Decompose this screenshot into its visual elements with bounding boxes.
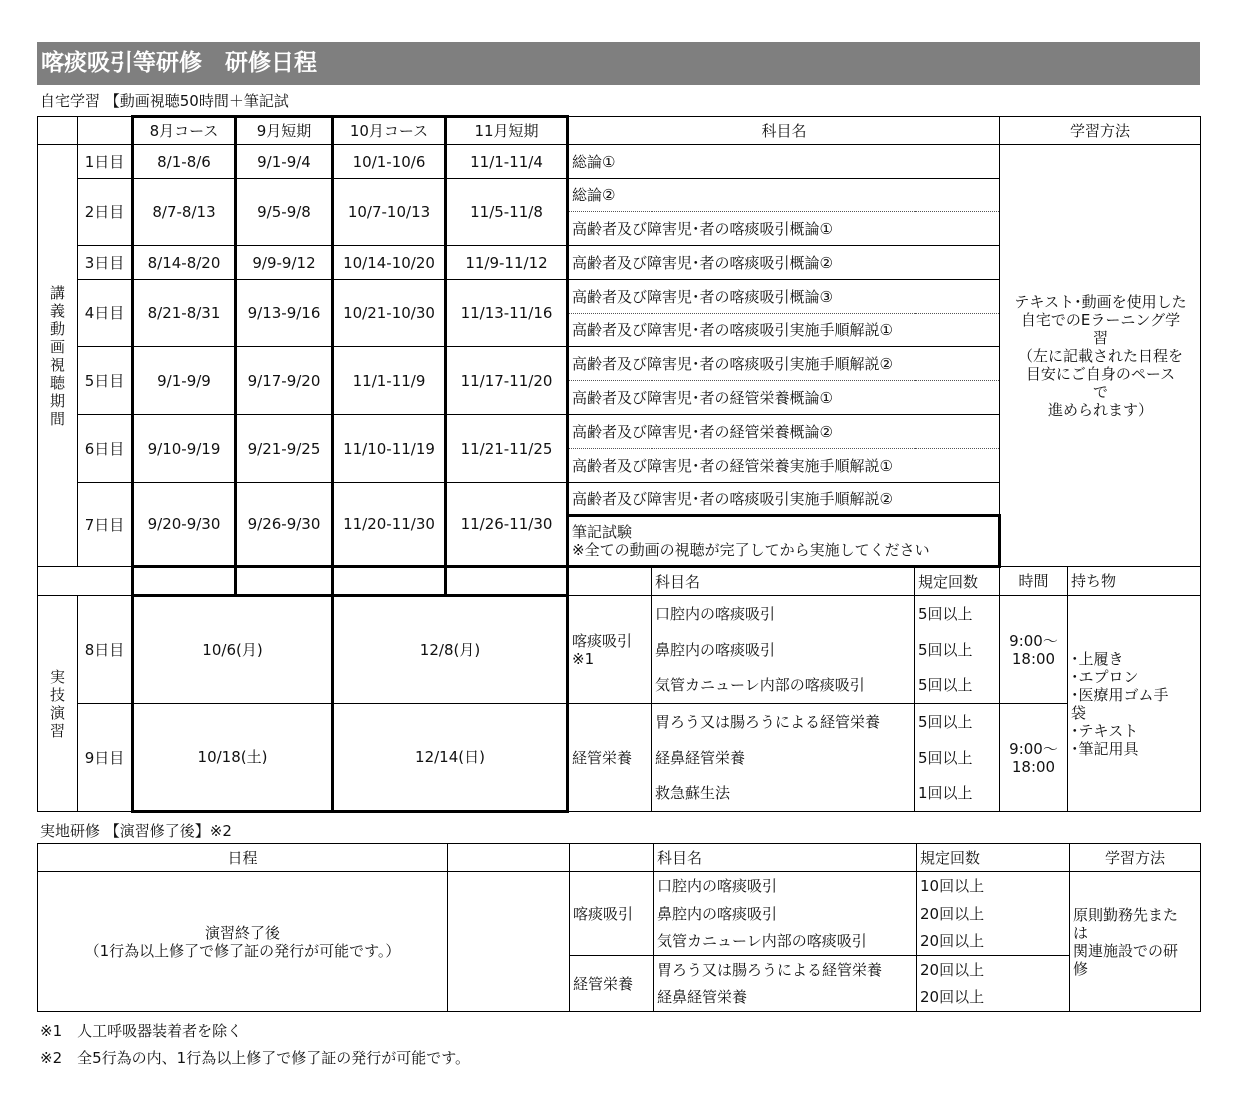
field-count: 20回以上 — [917, 984, 1070, 1012]
field-subject: 鼻腔内の喀痰吸引 — [654, 900, 917, 928]
day-label: 7日目 — [78, 483, 133, 567]
practice-subject-header: 科目名 — [652, 567, 915, 596]
field-subject: 気管カニューレ内部の喀痰吸引 — [654, 928, 917, 956]
date-cell: 11/21-11/25 — [446, 415, 568, 483]
practice-items-header: 持ち物 — [1068, 567, 1201, 596]
date-cell: 9/1-9/9 — [133, 347, 236, 415]
date-cell: 11/10-11/19 — [333, 415, 446, 483]
field-count: 10回以上 — [917, 872, 1070, 900]
course-header-aug: 8月コース — [133, 117, 236, 145]
course-header-oct: 10月コース — [333, 117, 446, 145]
subject-cell: 高齢者及び障害児･者の喀痰吸引概論② — [568, 246, 1000, 280]
date-cell: 9/21-9/25 — [236, 415, 333, 483]
exam-note: ※全ての動画の視聴が完了してから実施してください — [572, 541, 930, 559]
date-cell: 11/17-11/20 — [446, 347, 568, 415]
subject-cell: 総論① — [568, 145, 1000, 179]
home-study-label: 自宅学習 【動画視聴50時間＋筆記試 — [40, 92, 289, 110]
field-group-suction: 喀痰吸引 — [570, 872, 654, 956]
date-cell: 8/7-8/13 — [133, 179, 236, 246]
subject-cell: 高齢者及び障害児･者の経管栄養概論① — [568, 381, 1000, 415]
page-title: 喀痰吸引等研修 研修日程 — [37, 42, 1200, 85]
day-label: 4日目 — [78, 280, 133, 347]
field-method-cell: 原則勤務先また は 関連施設での研 修 — [1070, 872, 1201, 1012]
day-label: 8日目 — [78, 596, 133, 704]
field-method-header: 学習方法 — [1070, 844, 1201, 872]
day-label: 6日目 — [78, 415, 133, 483]
date-cell: 8/14-8/20 — [133, 246, 236, 280]
practice-date-b: 12/14(日) — [333, 704, 568, 812]
field-subject: 口腔内の喀痰吸引 — [654, 872, 917, 900]
practice-time: 9:00～ 18:00 — [1000, 704, 1068, 812]
practice-count-header: 規定回数 — [915, 567, 1000, 596]
practice-count: 5回以上 — [915, 596, 1000, 632]
exam-cell — [568, 516, 1000, 567]
practice-subject: 救急蘇生法 — [652, 776, 915, 812]
subject-cell: 高齢者及び障害児･者の喀痰吸引概論③ — [568, 280, 1000, 314]
practice-items: ･上履き ･エプロン ･医療用ゴム手 袋 ･テキスト ･筆記用具 — [1068, 596, 1201, 812]
date-cell: 8/21-8/31 — [133, 280, 236, 347]
field-count: 20回以上 — [917, 928, 1070, 956]
practice-count: 5回以上 — [915, 740, 1000, 776]
field-group-tube: 経管栄養 — [570, 956, 654, 1012]
date-cell: 9/13-9/16 — [236, 280, 333, 347]
practice-subject: 経鼻経管栄養 — [652, 740, 915, 776]
practice-time: 9:00～ 18:00 — [1000, 596, 1068, 704]
date-cell: 9/20-9/30 — [133, 483, 236, 567]
footnote-2: ※2 全5行為の内、1行為以上修了で修了証の発行が可能です。 — [40, 1049, 471, 1067]
subject-cell: 高齢者及び障害児･者の喀痰吸引実施手順解説② — [568, 347, 1000, 381]
date-cell: 9/26-9/30 — [236, 483, 333, 567]
date-cell: 10/1-10/6 — [333, 145, 446, 179]
day-label: 1日目 — [78, 145, 133, 179]
day-label: 2日目 — [78, 179, 133, 246]
course-header-sep: 9月短期 — [236, 117, 333, 145]
practice-subject: 胃ろう又は腸ろうによる経管栄養 — [652, 704, 915, 740]
date-cell: 9/10-9/19 — [133, 415, 236, 483]
practice-date-a: 10/18(土) — [133, 704, 333, 812]
practice-time-header: 時間 — [1000, 567, 1068, 596]
date-cell: 11/1-11/4 — [446, 145, 568, 179]
practice-subject: 鼻腔内の喀痰吸引 — [652, 632, 915, 668]
subject-cell: 高齢者及び障害児･者の喀痰吸引実施手順解説① — [568, 314, 1000, 347]
subject-cell: 高齢者及び障害児･者の喀痰吸引概論① — [568, 212, 1000, 246]
field-count-header: 規定回数 — [917, 844, 1070, 872]
field-subject: 経鼻経管栄養 — [654, 984, 917, 1012]
day-label: 5日目 — [78, 347, 133, 415]
exam-title: 筆記試験 — [572, 523, 633, 541]
practice-group-tube: 経管栄養 — [568, 704, 652, 812]
subject-header: 科目名 — [568, 117, 1000, 145]
method-header: 学習方法 — [1000, 117, 1201, 145]
day-label: 3日目 — [78, 246, 133, 280]
practice-date-b: 12/8(月) — [333, 596, 568, 704]
day-label: 9日目 — [78, 704, 133, 812]
field-count: 20回以上 — [917, 956, 1070, 984]
practice-count: 5回以上 — [915, 668, 1000, 704]
practice-subject: 口腔内の喀痰吸引 — [652, 596, 915, 632]
subject-cell: 高齢者及び障害児･者の喀痰吸引実施手順解説② — [568, 483, 1000, 516]
date-cell: 9/5-9/8 — [236, 179, 333, 246]
field-count: 20回以上 — [917, 900, 1070, 928]
field-training-label: 実地研修 【演習修了後】※2 — [40, 822, 232, 840]
date-cell: 11/9-11/12 — [446, 246, 568, 280]
date-cell: 8/1-8/6 — [133, 145, 236, 179]
footnote-1: ※1 人工呼吸器装着者を除く — [40, 1022, 243, 1040]
subject-cell: 高齢者及び障害児･者の経管栄養概論② — [568, 415, 1000, 449]
practice-subject: 気管カニューレ内部の喀痰吸引 — [652, 668, 915, 704]
field-subject: 胃ろう又は腸ろうによる経管栄養 — [654, 956, 917, 984]
practice-count: 5回以上 — [915, 704, 1000, 740]
date-cell: 10/21-10/30 — [333, 280, 446, 347]
date-cell: 9/17-9/20 — [236, 347, 333, 415]
method-cell: テキスト･動画を使用した 自宅でのEラーニング学 習 （左に記載された日程を 目安にご自身のペース で 進められます） — [1000, 145, 1201, 567]
practice-count: 1回以上 — [915, 776, 1000, 812]
date-cell: 10/7-10/13 — [333, 179, 446, 246]
date-cell: 11/13-11/16 — [446, 280, 568, 347]
subject-cell: 高齢者及び障害児･者の経管栄養実施手順解説① — [568, 449, 1000, 483]
field-schedule-header: 日程 — [38, 844, 448, 872]
date-cell: 11/20-11/30 — [333, 483, 446, 567]
date-cell: 10/14-10/20 — [333, 246, 446, 280]
date-cell: 11/5-11/8 — [446, 179, 568, 246]
practice-group-suction: 喀痰吸引 ※1 — [568, 596, 652, 704]
date-cell: 11/1-11/9 — [333, 347, 446, 415]
practice-count: 5回以上 — [915, 632, 1000, 668]
field-training-table — [37, 843, 1201, 1012]
date-cell: 9/1-9/4 — [236, 145, 333, 179]
subject-cell: 総論② — [568, 179, 1000, 212]
practice-label: 実技演習 — [38, 596, 78, 812]
field-subject-header: 科目名 — [654, 844, 917, 872]
practice-date-a: 10/6(月) — [133, 596, 333, 704]
lecture-period-label: 講義動画視聴期間 — [38, 145, 78, 567]
field-schedule-cell: 演習終了後 （1行為以上修了で修了証の発行が可能です。） — [38, 872, 448, 1012]
date-cell: 11/26-11/30 — [446, 483, 568, 567]
date-cell: 9/9-9/12 — [236, 246, 333, 280]
lecture-schedule-table — [37, 115, 1201, 813]
course-header-nov: 11月短期 — [446, 117, 568, 145]
